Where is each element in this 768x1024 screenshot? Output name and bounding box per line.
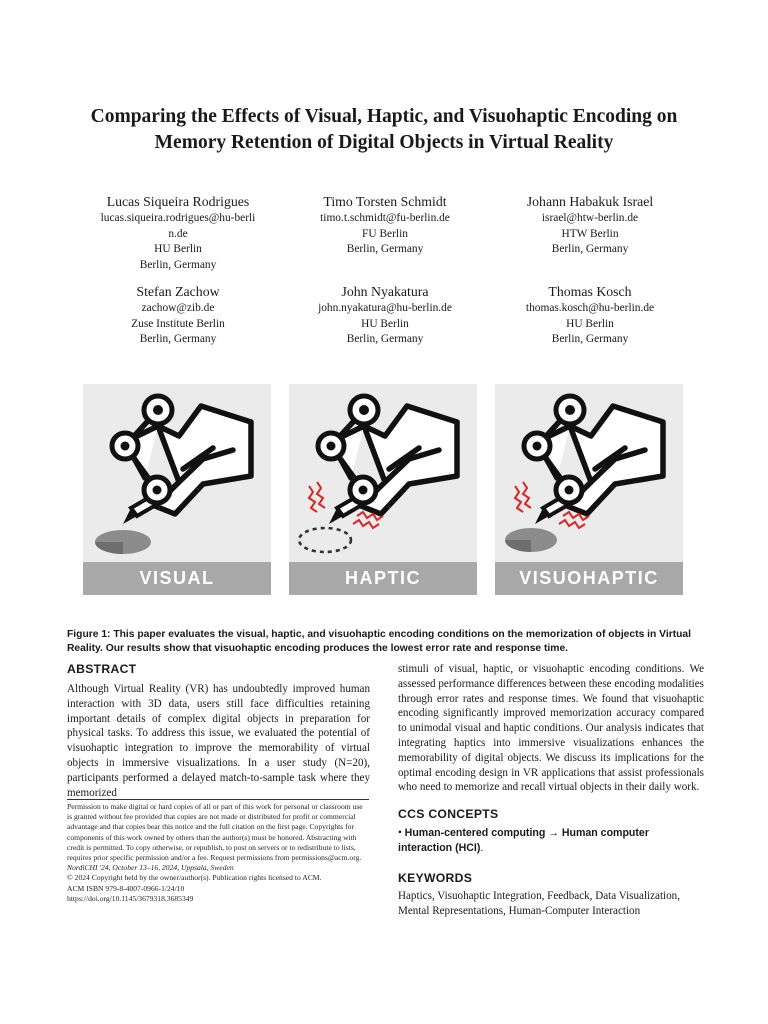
author-name: Stefan Zachow bbox=[136, 284, 220, 299]
author-name: John Nyakatura bbox=[341, 284, 429, 299]
visual-illustration bbox=[83, 384, 271, 562]
abstract-heading: ABSTRACT bbox=[67, 662, 137, 676]
author-affiliation: HU Berlin bbox=[566, 317, 614, 330]
isbn-line: ACM ISBN 979-8-4007-0966-1/24/10 bbox=[67, 883, 185, 893]
doi-link[interactable]: https://doi.org/10.1145/3679318.3685349 bbox=[67, 893, 194, 903]
author-location: Berlin, Germany bbox=[346, 333, 424, 345]
keywords-text: Haptics, Visuohaptic Integration, Feedback, Data Visualization, Mental Representations, Human-Computer Interaction bbox=[398, 890, 680, 917]
abstract-text-col1: Although Virtual Reality (VR) has undoubtedly improved human interaction with 3D data, users still face difficulties retaining important details of complex digital objects in preparation for physical tasks. To address this issue, we evaluated the potential of visuohaptic integration to improve the memorability of virtual objects in immersive visualizations. In a user study (N=20), participants performed a delayed match-to-sample task where they memorized bbox=[67, 683, 370, 799]
author-block bbox=[485, 283, 695, 348]
author-email: timo.t.schmidt@fu-berlin.de bbox=[320, 212, 450, 224]
author-name: Lucas Siqueira Rodrigues bbox=[106, 194, 250, 209]
copyright-footnote bbox=[67, 802, 369, 904]
panel-label-visual: VISUAL bbox=[83, 562, 271, 595]
figure-panel-haptic bbox=[289, 384, 477, 595]
haptic-illustration bbox=[289, 384, 477, 562]
author-block bbox=[485, 193, 695, 258]
author-location: Berlin, Germany bbox=[346, 243, 424, 255]
figure-panel-visual bbox=[83, 384, 271, 595]
author-location: Berlin, Germany bbox=[551, 243, 629, 255]
figure-caption: Figure 1: This paper evaluates the visual, haptic, and visuohaptic encoding conditions on the memorization of objects in Virtual Reality. Our results show that visuohaptic encoding produces the lowest error rate and response time. bbox=[67, 629, 692, 654]
footnote-divider bbox=[67, 799, 369, 800]
author-location: Berlin, Germany bbox=[551, 333, 629, 345]
author-name: Thomas Kosch bbox=[548, 284, 632, 299]
ccs-bullet: • bbox=[398, 827, 402, 839]
author-affiliation: Zuse Institute Berlin bbox=[131, 317, 225, 330]
ccs-concepts bbox=[398, 826, 704, 856]
panel-label-visuohaptic: VISUOHAPTIC bbox=[495, 562, 683, 595]
author-email: zachow@zib.de bbox=[141, 302, 215, 314]
figure-panel-visuohaptic bbox=[495, 384, 683, 595]
author-email: thomas.kosch@hu-berlin.de bbox=[525, 302, 655, 314]
visuohaptic-illustration bbox=[495, 384, 683, 562]
keywords-heading: KEYWORDS bbox=[398, 871, 473, 885]
ccs-heading: CCS CONCEPTS bbox=[398, 807, 499, 821]
ccs-concept: Human-centered computing → Human computer interaction (HCI) bbox=[398, 827, 649, 854]
author-block bbox=[73, 193, 283, 273]
author-email: israel@htw-berlin.de bbox=[541, 212, 639, 224]
author-affiliation: HTW Berlin bbox=[561, 227, 619, 240]
author-location: Berlin, Germany bbox=[139, 258, 217, 271]
author-block bbox=[280, 283, 490, 348]
panel-label-haptic: HAPTIC bbox=[289, 562, 477, 595]
author-location: Berlin, Germany bbox=[139, 333, 217, 345]
author-email: lucas.siqueira.rodrigues@hu-berlin.de bbox=[100, 212, 256, 240]
conference-info: NordiCHI '24, October 13–16, 2024, Uppsala, Sweden bbox=[67, 863, 234, 873]
author-affiliation: FU Berlin bbox=[362, 227, 408, 240]
author-affiliation: HU Berlin bbox=[361, 317, 409, 330]
ccs-end: . bbox=[480, 841, 484, 854]
abstract-text-col2: stimuli of visual, haptic, or visuohaptic encoding conditions. We assessed performance differences between these encoding modalities through error rates and response times. We found that visuohaptic encoding significantly improved memorization accuracy compared to unimodal visual and haptic conditions. Our analysis indicates that integrating haptics into immersive visualizations enhances the memorability of digital objects. We discuss its implications for the optimal encoding design in VR applications that assist professionals who need to memorize and recall virtual objects in their daily work. bbox=[398, 663, 704, 794]
author-block bbox=[280, 193, 490, 258]
paper-title: Comparing the Effects of Visual, Haptic, and Visuohaptic Encoding on Memory Retention of Digital Objects in Virtual Reality bbox=[90, 106, 678, 153]
author-name: Johann Habakuk Israel bbox=[526, 194, 654, 209]
permission-notice: Permission to make digital or hard copies of all or part of this work for personal or classroom use is granted without fee provided that copies are not made or distributed for profit or commercial advantage and that copies bear this notice and the full citation on the first page. Copyrights for components of this work owned by others than the author(s) must be honored. Abstracting with credit is permitted. To copy otherwise, or republish, to post on servers or to redistribute to lists, requires prior specific permission and/or a fee. Request permissions from permissions@acm.org. bbox=[67, 802, 363, 863]
author-affiliation: HU Berlin bbox=[154, 243, 202, 255]
copyright-line: © 2024 Copyright held by the owner/author(s). Publication rights licensed to ACM. bbox=[67, 873, 322, 883]
author-email: john.nyakatura@hu-berlin.de bbox=[318, 302, 452, 314]
author-block bbox=[73, 283, 283, 348]
author-name: Timo Torsten Schmidt bbox=[323, 194, 447, 209]
